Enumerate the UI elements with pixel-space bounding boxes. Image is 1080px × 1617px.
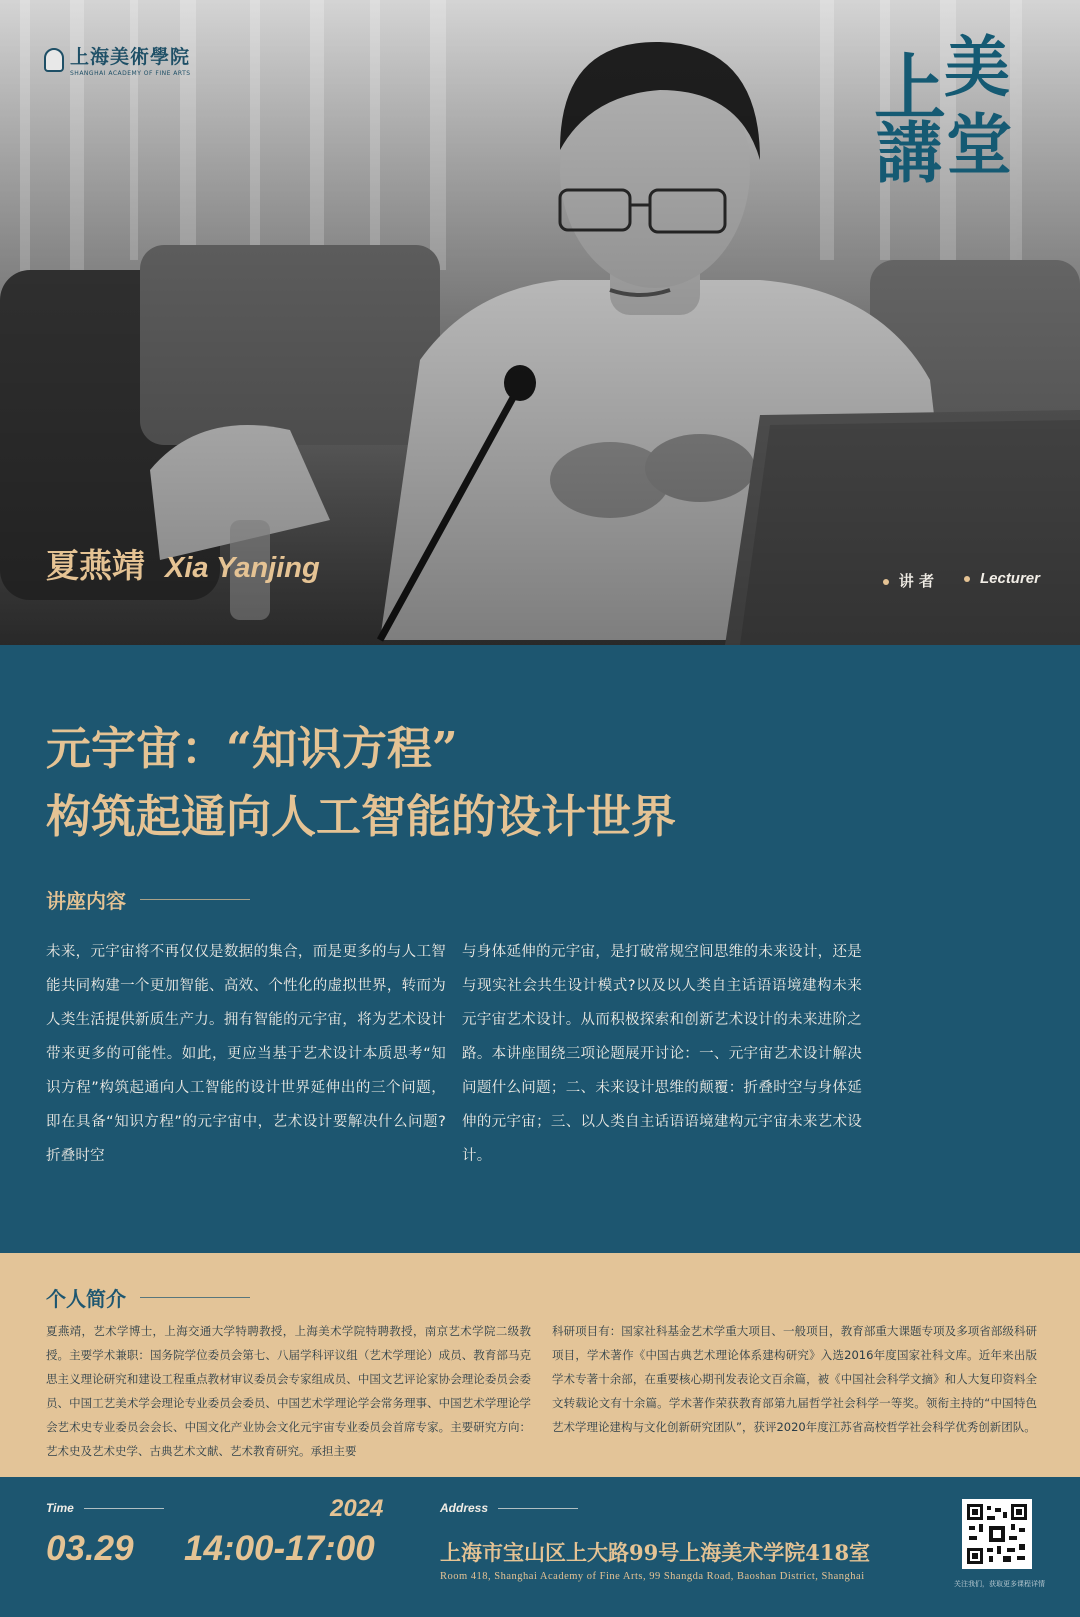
bio-label: 个人简介	[46, 1287, 126, 1311]
qr-code-icon[interactable]	[962, 1499, 1032, 1569]
bio-col-2: 科研项目有：国家社科基金艺术学重大项目、一般项目，教育部重大课题专项及多项省部级科研项目，学术著作《中国古典艺术理论体系建构研究》入选2016年度国家社科文库。近年来出版学术专著十余部，在重要核心期刊发表论文百余篇，被《中国社会科学文摘》和人大复印资料全文转载论文有十余篇。学术著作荣获教育部第九届哲学社会科学一等奖。领衔主持的“中国特色艺术学理论建构与文化创新研究团队”，获评2020年度江苏省高校哲学社会科学优秀创新团队。	[552, 1324, 1037, 1434]
lecture-content-section	[0, 645, 1080, 1253]
title-line-2: 构筑起通向人工智能的设计世界	[46, 790, 677, 843]
event-date: 03.29	[46, 1529, 134, 1568]
speaker-name-cn: 夏燕靖	[46, 546, 145, 585]
heading-rule	[140, 899, 250, 900]
bio-col-1: 夏燕靖，艺术学博士，上海交通大学特聘教授，上海美术学院特聘教授，南京艺术学院二级教授。主要学术兼职：国务院学位委员会第七、八届学科评议组（艺术学理论）成员、教育部马克思主义理论研究和建设工程重点教材审议委员会专家组成员、中国文艺评论家协会理论委员会委员、中国工艺美术学会理论专业委员会委员、中国艺术学理论学会常务理事、中国艺术学理论学会艺术史专业委员会会长、中国文化产业协会文化元宇宙专业委员会首席专家。主要研究方向：艺术史及艺术史学、古典艺术文献、艺术教育研究。承担主要	[46, 1324, 531, 1458]
lecture-content-col-1: 未来，元宇宙将不再仅仅是数据的集合，而是更多的与人工智能共同构建一个更加智能、高效、个性化的虚拟世界，转而为人类生活提供新质生产力。拥有智能的元宇宙，将为艺术设计带来更多的可能性。如此，更应当基于艺术设计本质思考“知识方程”构筑起通向人工智能的设计世界延伸出的三个问题，即在具备“知识方程”的元宇宙中，艺术设计要解决什么问题?折叠时空	[46, 944, 446, 1164]
speaker-role	[883, 570, 1040, 591]
event-time: 14:00-17:00	[184, 1529, 375, 1568]
bio-heading	[46, 1283, 250, 1312]
speaker-name-en: Xia Yanjing	[165, 552, 320, 584]
hero-photo-section	[0, 0, 1080, 645]
role-en: Lecturer	[964, 570, 1040, 591]
brand-char-1: 上	[874, 45, 947, 130]
role-cn: 讲 者	[883, 570, 934, 591]
time-label-group	[46, 1501, 164, 1515]
lecture-content-col-2: 与身体延伸的元宇宙，是打破常规空间思维的未来设计，还是与现实社会共生设计模式?以及以人类自主话语语境建构未来元宇宙艺术设计。从而积极探索和创新艺术设计的未来进阶之路。本讲座围绕三项论题展开讨论：一、元宇宙艺术设计解决问题什么问题；二、未来设计思维的颠覆：折叠时空与身体延伸的元宇宙；三、以人类自主话语语境建构元宇宙未来艺术设计。	[462, 944, 862, 1164]
address-label-group	[440, 1501, 578, 1515]
address-cn: 上海市宝山区上大路99号上海美术学院418室	[440, 1540, 871, 1565]
address-label: Address	[440, 1501, 489, 1515]
academy-name-en: SHANGHAI ACADEMY OF FINE ARTS	[70, 70, 191, 77]
academy-logo	[44, 42, 191, 77]
time-rule	[84, 1508, 164, 1509]
academy-seal-icon	[44, 48, 64, 72]
event-footer	[0, 1477, 1080, 1617]
lecture-brand-mark	[874, 28, 1050, 204]
speaker-name	[46, 540, 320, 587]
title-line-1: 元宇宙：“知识方程”	[46, 722, 458, 775]
address-rule	[498, 1508, 578, 1509]
academy-name-cn: 上海美術學院	[70, 46, 191, 68]
lecture-content-heading	[46, 885, 250, 914]
brand-char-3: 講	[876, 114, 942, 192]
bio-section	[0, 1253, 1080, 1477]
lecture-title	[46, 715, 676, 851]
lecture-content-label: 讲座内容	[46, 889, 126, 913]
address-en: Room 418, Shanghai Academy of Fine Arts, 99 Shangda Road, Baoshan District, Shanghai	[440, 1571, 865, 1582]
brand-char-2: 美	[944, 28, 1010, 106]
brand-char-4: 堂	[946, 106, 1012, 184]
event-year: 2024	[330, 1495, 384, 1522]
qr-caption: 关注我们，获取更多课程详情	[954, 1580, 1045, 1588]
heading-rule	[140, 1297, 250, 1298]
time-label: Time	[46, 1501, 74, 1515]
